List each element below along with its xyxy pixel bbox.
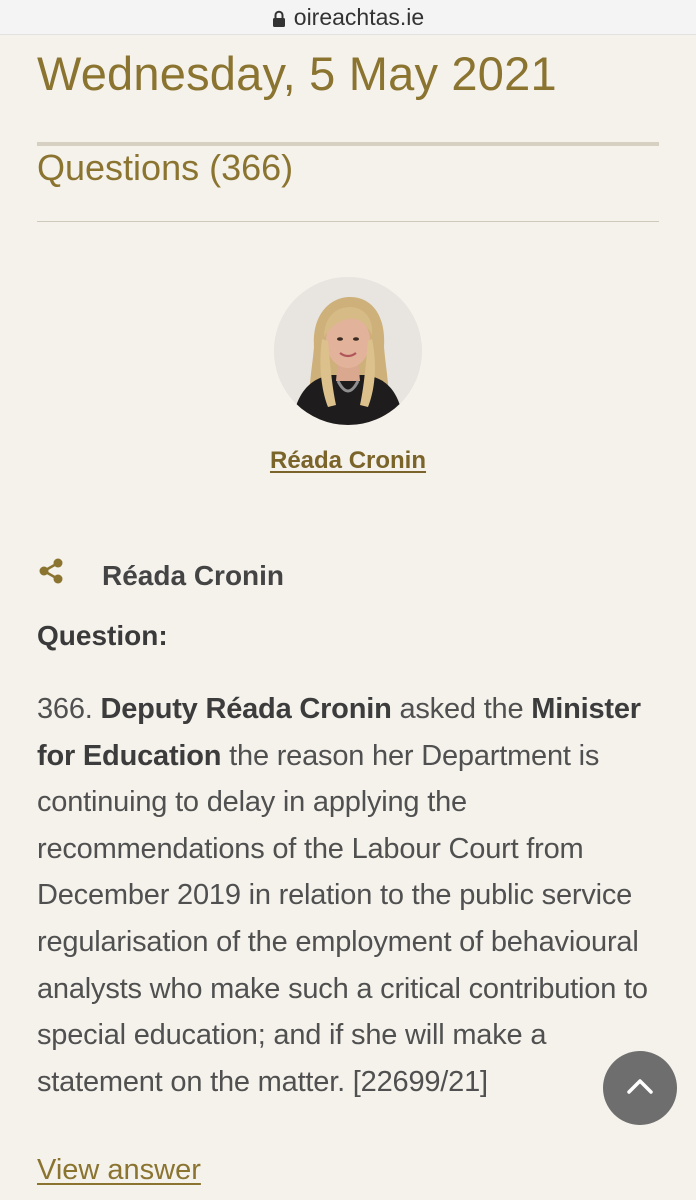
share-icon[interactable] bbox=[36, 556, 66, 586]
divider bbox=[37, 142, 659, 146]
view-answer-link[interactable]: View answer bbox=[37, 1154, 201, 1186]
question-label: Question: bbox=[37, 620, 168, 651]
avatar[interactable] bbox=[274, 277, 422, 425]
asker-name: Réada Cronin bbox=[102, 560, 285, 591]
member-profile-link[interactable]: Réada Cronin bbox=[269, 447, 427, 474]
question-number: 366. bbox=[37, 693, 93, 725]
question-text bbox=[37, 686, 667, 1105]
divider bbox=[37, 221, 659, 222]
deputy-name: Deputy Réada Cronin bbox=[100, 693, 392, 725]
back-to-top-button[interactable] bbox=[603, 1051, 677, 1125]
browser-url-bar[interactable] bbox=[0, 0, 696, 35]
url-text: oireachtas.ie bbox=[293, 3, 425, 30]
minister-name: Minister for Education bbox=[37, 693, 641, 772]
question-body-text: the reason her Department is continuing to delay in applying the recommendations of the Labour Court from December 2019 in relation to the public service regularisation of the employment of behavioural analysts who make such a critical contribution to special education; and if she will make a statement on the matter. bbox=[37, 739, 648, 1098]
chevron-up-icon bbox=[625, 1076, 655, 1101]
page-title: Wednesday, 5 May 2021 bbox=[37, 47, 557, 100]
avatar-portrait bbox=[274, 277, 422, 425]
lock-icon bbox=[272, 7, 286, 25]
questions-heading: Questions (366) bbox=[37, 147, 294, 188]
question-asked: asked the bbox=[399, 693, 524, 725]
question-reference: [22699/21] bbox=[352, 1065, 488, 1098]
